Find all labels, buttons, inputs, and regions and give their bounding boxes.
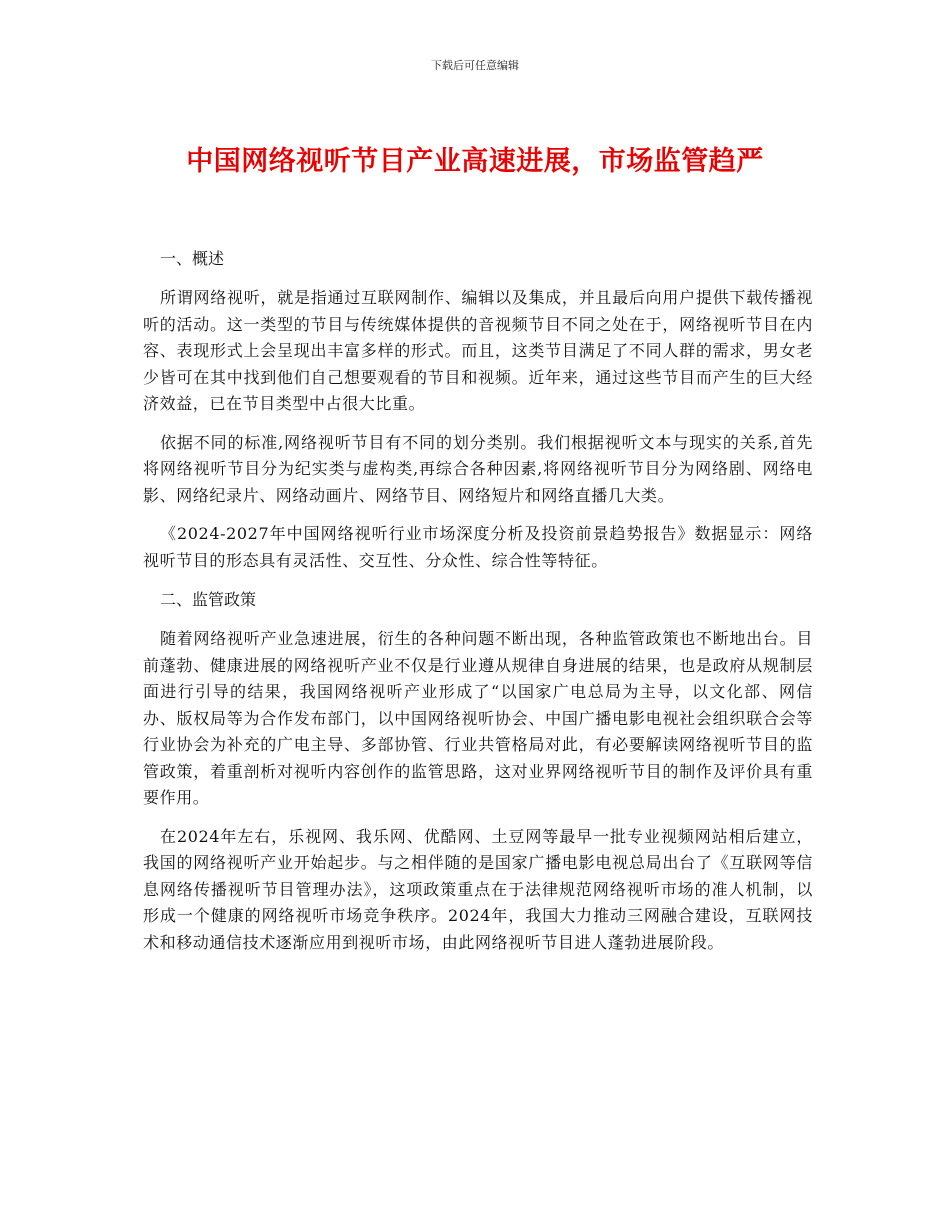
paragraph: 在2024年左右，乐视网、我乐网、优酷网、土豆网等最早一批专业视频网站相后建立，我国的网络视听产业开始起步。与之相伴随的是国家广播电影电视总局出台了《互联网等信息网络传播视听节目管理办法》，这项政策重点在于法律规范网络视听市场的准人机制，以形成一个健康的网络视听市场竞争秩序。2024年，我国大力推动三网融合建设，互联网技术和移动通信技术逐渐应用到视听市场，由此网络视听节目进人蓬勃进展阶段。 xyxy=(143,826,813,952)
paragraph: 所谓网络视听，就是指通过互联网制作、编辑以及集成，并且最后向用户提供下载传播视听的活动。这一类型的节目与传统媒体提供的音视频节目不同之处在于，网络视听节目在内容、表现形式上会呈现出丰富多样的形式。而且，这类节目满足了不同人群的需求，男女老少皆可在其中找到他们自己想要观看的节目和视频。近年来，通过这些节目而产生的巨大经济效益，已在节目类型中占很大比重。 xyxy=(143,288,813,413)
section-heading-policy: 二、监管政策 xyxy=(160,590,257,609)
document-title: 中国网络视听节目产业高速进展，市场监管趋严 xyxy=(186,146,764,177)
section-heading-overview: 一、概述 xyxy=(160,249,225,268)
document-body xyxy=(143,245,813,968)
paragraph: 随着网络视听产业急速进展，衍生的各种问题不断出现，各种监管政策也不断地出台。目前蓬勃、健康进展的网络视听产业不仅是行业遵从规律自身进展的结果，也是政府从规制层面进行引导的结果，我国网络视听产业形成了“以国家广电总局为主导，以文化部、网信办、版权局等为合作发布部门，以中国网络视听协会、中国广播电影电视社会组织联合会等行业协会为补充的广电主导、多部协管、行业共管格局对此，有必要解读网络视听节目的监管政策，着重剖析对视听内容创作的监管思路，这对业界网络视听节目的制作及评价具有重要作用。 xyxy=(143,629,813,807)
header-note: 下载后可任意编辑 xyxy=(431,59,519,72)
paragraph: 依据不同的标准,网络视听节目有不同的划分类别。我们根据视听文本与现实的关系,首先将网络视听节目分为纪实类与虚构类,再综合各种因素,将网络视听节目分为网络剧、网络电影、网络纪录片、网络动画片、网络节目、网络短片和网络直播几大类。 xyxy=(143,432,813,505)
paragraph: 《2024-2027年中国网络视听行业市场深度分析及投资前景趋势报告》数据显示：网络视听节目的形态具有灵活性、交互性、分众性、综合性等特征。 xyxy=(143,524,813,570)
